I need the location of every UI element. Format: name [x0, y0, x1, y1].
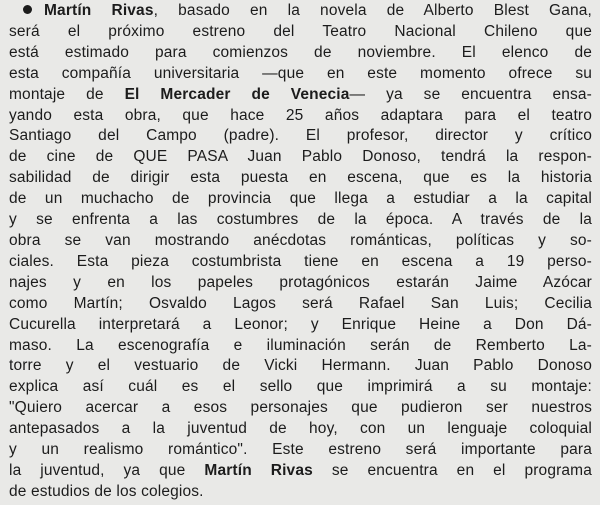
text-run: está estimado para comienzos de noviembre. El elenco de: [9, 43, 592, 61]
text-run: y se enfrenta a las costumbres de la época. A través de la: [9, 211, 592, 229]
bullet-icon: [23, 5, 32, 14]
article-line: [9, 273, 592, 294]
article-line: [9, 189, 592, 210]
text-run: explica así cuál es el sello que imprimirá a su montaje:: [9, 378, 592, 396]
text-run: ciales. Esta pieza costumbrista tiene en escena a 19 perso-: [9, 252, 592, 270]
text-run: montaje de: [9, 85, 125, 103]
article-line: [9, 106, 592, 127]
article-line: [9, 168, 592, 189]
text-run: yando esta obra, que hace 25 años adaptara para el teatro: [9, 106, 592, 124]
article-line: [9, 22, 592, 43]
article-line: [9, 356, 592, 377]
text-run: y un realismo romántico". Este estreno será importante para: [9, 441, 592, 459]
text-run: antepasados a la juventud de hoy, con un lenguaje coloquial: [9, 420, 592, 438]
article-line: [9, 315, 592, 336]
text-run: sabilidad de dirigir esta puesta en escena, que es la historia: [9, 169, 592, 187]
text-run: será el próximo estreno del Teatro Nacional Chileno que: [9, 22, 592, 40]
article-line: [9, 85, 592, 106]
text-run: de estudios de los colegios.: [9, 482, 204, 500]
text-run: — ya se encuentra ensa-: [349, 85, 592, 103]
text-run: torre y el vestuario de Vicki Hermann. Juan Pablo Donoso: [9, 357, 592, 375]
text-run: la juventud, ya que: [9, 461, 205, 479]
article-line: [9, 126, 592, 147]
article-line: [9, 440, 592, 461]
article-line: [9, 377, 592, 398]
article-line: [9, 482, 592, 503]
bold-title: Martín Rivas: [204, 461, 313, 479]
article-body: [9, 1, 592, 503]
article-line: [9, 64, 592, 85]
text-run: najes y en los papeles protagónicos estarán Jaime Azócar: [9, 273, 592, 291]
bold-title: Martín Rivas: [44, 2, 154, 19]
article-line: [9, 461, 592, 482]
text-run: Cucurella interpretará a Leonor; y Enrique Heine a Don Dá-: [9, 315, 592, 333]
article-line: [9, 336, 592, 357]
article-line: [9, 231, 592, 252]
bold-title: El Mercader de Venecia: [124, 85, 350, 103]
text-run: maso. La escenografía e iluminación serán de Remberto La-: [9, 336, 592, 354]
text-run: esta compañía universitaria —que en este momento ofrece su: [9, 64, 592, 82]
article-line: [9, 398, 592, 419]
text-run: de un muchacho de provincia que llega a estudiar a la capital: [9, 190, 592, 208]
text-run: "Quiero acercar a esos personajes que pudieron ser nuestros: [9, 399, 592, 417]
article-line: [9, 252, 592, 273]
text-run: de cine de QUE PASA Juan Pablo Donoso, tendrá la respon-: [9, 148, 592, 166]
article-line: [9, 419, 592, 440]
article-line: [9, 294, 592, 315]
text-run: Santiago del Campo (padre). El profesor, director y crítico: [9, 127, 592, 145]
text-run: se encuentra en el programa: [312, 461, 592, 479]
article-line: [9, 43, 592, 64]
article-line: [9, 147, 592, 168]
text-run: obra se van mostrando anécdotas románticas, políticas y so-: [9, 231, 592, 249]
text-run: como Martín; Osvaldo Lagos será Rafael San Luis; Cecilia: [9, 294, 592, 312]
article-line: [9, 1, 592, 22]
article-line: [9, 210, 592, 231]
text-run: , basado en la novela de Alberto Blest Gana,: [153, 2, 592, 19]
